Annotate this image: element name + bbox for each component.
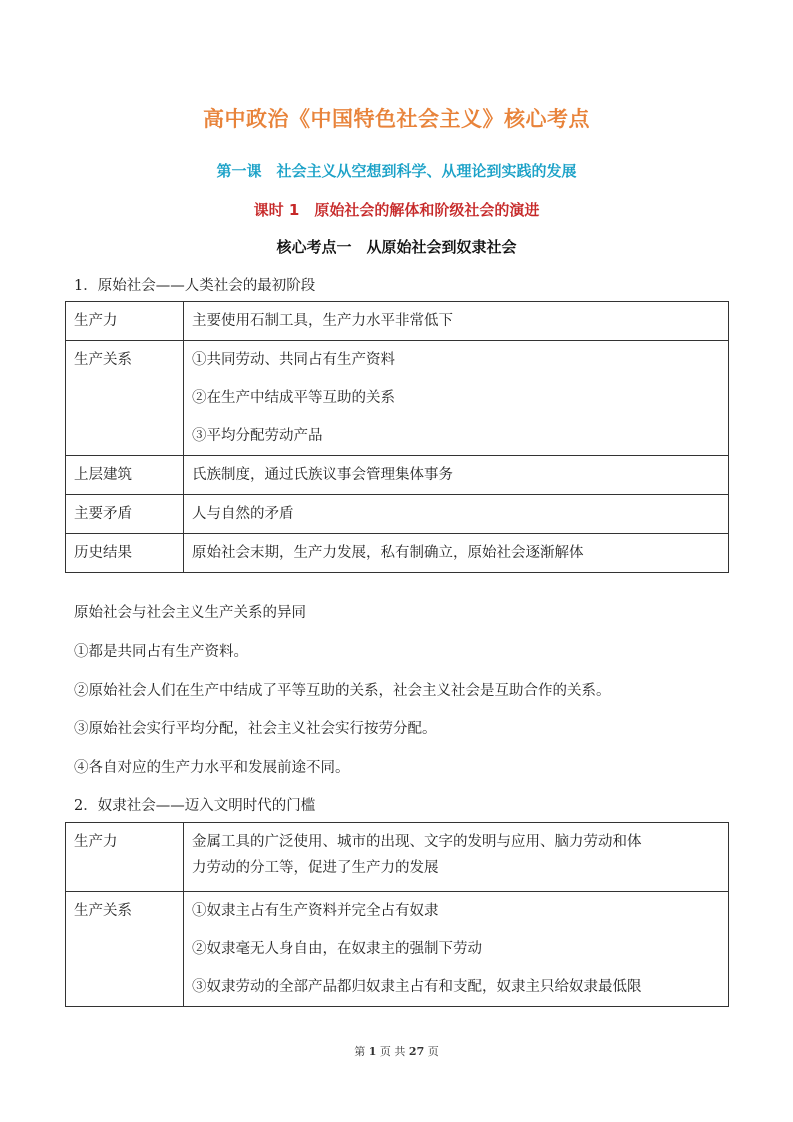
row-line: ②奴隶毫无人身自由，在奴隶主的强制下劳动 [192, 941, 482, 957]
table-row [66, 892, 729, 1007]
comparison-item: ③原始社会实行平均分配，社会主义社会实行按劳分配。 [74, 721, 437, 737]
row-line: ①共同劳动、共同占有生产资料 [192, 352, 395, 368]
period-heading: 课时 1 原始社会的解体和阶级社会的演进 [253, 201, 540, 219]
section2-heading: 2．奴隶社会——迈入文明时代的门槛 [74, 798, 316, 814]
table-row [66, 456, 729, 495]
row-key: 生产力 [66, 823, 184, 892]
table-row [66, 341, 729, 456]
row-key: 历史结果 [66, 534, 184, 573]
footer-prefix: 第 [354, 1045, 366, 1058]
row-value: 原始社会末期，生产力发展，私有制确立，原始社会逐渐解体 [184, 534, 729, 573]
row-key: 生产关系 [66, 341, 184, 456]
row-value [184, 892, 729, 1007]
table-row [66, 534, 729, 573]
footer-middle: 页 共 [379, 1045, 406, 1058]
row-line: ③奴隶劳动的全部产品都归奴隶主占有和支配，奴隶主只给奴隶最低限 [192, 979, 642, 995]
comparison-item: ④各自对应的生产力水平和发展前途不同。 [74, 760, 350, 776]
slave-society-table [65, 822, 729, 1007]
table-row [66, 495, 729, 534]
table-row [66, 302, 729, 341]
row-key: 上层建筑 [66, 456, 184, 495]
row-line: ①奴隶主占有生产资料并完全占有奴隶 [192, 903, 439, 919]
row-line: 力劳动的分工等，促进了生产力的发展 [192, 860, 439, 876]
row-value [184, 823, 729, 892]
page-footer [0, 1043, 793, 1059]
row-value: 氏族制度，通过氏族议事会管理集体事务 [184, 456, 729, 495]
primitive-society-table [65, 301, 729, 573]
section1-heading: 1．原始社会——人类社会的最初阶段 [74, 278, 316, 294]
row-line: ③平均分配劳动产品 [192, 428, 323, 444]
footer-page-number: 1 [368, 1045, 377, 1058]
row-line: 金属工具的广泛使用、城市的出现、文字的发明与应用、脑力劳动和体 [192, 834, 642, 850]
row-key: 生产力 [66, 302, 184, 341]
comparison-item: ②原始社会人们在生产中结成了平等互助的关系，社会主义社会是互助合作的关系。 [74, 683, 611, 699]
comparison-title: 原始社会与社会主义生产关系的异同 [74, 605, 306, 621]
row-value: 人与自然的矛盾 [184, 495, 729, 534]
comparison-item: ①都是共同占有生产资料。 [74, 644, 248, 660]
row-line: ②在生产中结成平等互助的关系 [192, 390, 395, 406]
footer-total-pages: 27 [408, 1045, 425, 1058]
footer-suffix: 页 [427, 1045, 439, 1058]
lesson-heading: 第一课 社会主义从空想到科学、从理论到实践的发展 [216, 162, 577, 180]
row-key: 主要矛盾 [66, 495, 184, 534]
row-value [184, 341, 729, 456]
document-title: 高中政治《中国特色社会主义》核心考点 [203, 107, 590, 131]
table-row [66, 823, 729, 892]
core-point-heading: 核心考点一 从原始社会到奴隶社会 [276, 238, 517, 256]
row-value: 主要使用石制工具，生产力水平非常低下 [184, 302, 729, 341]
row-key: 生产关系 [66, 892, 184, 1007]
